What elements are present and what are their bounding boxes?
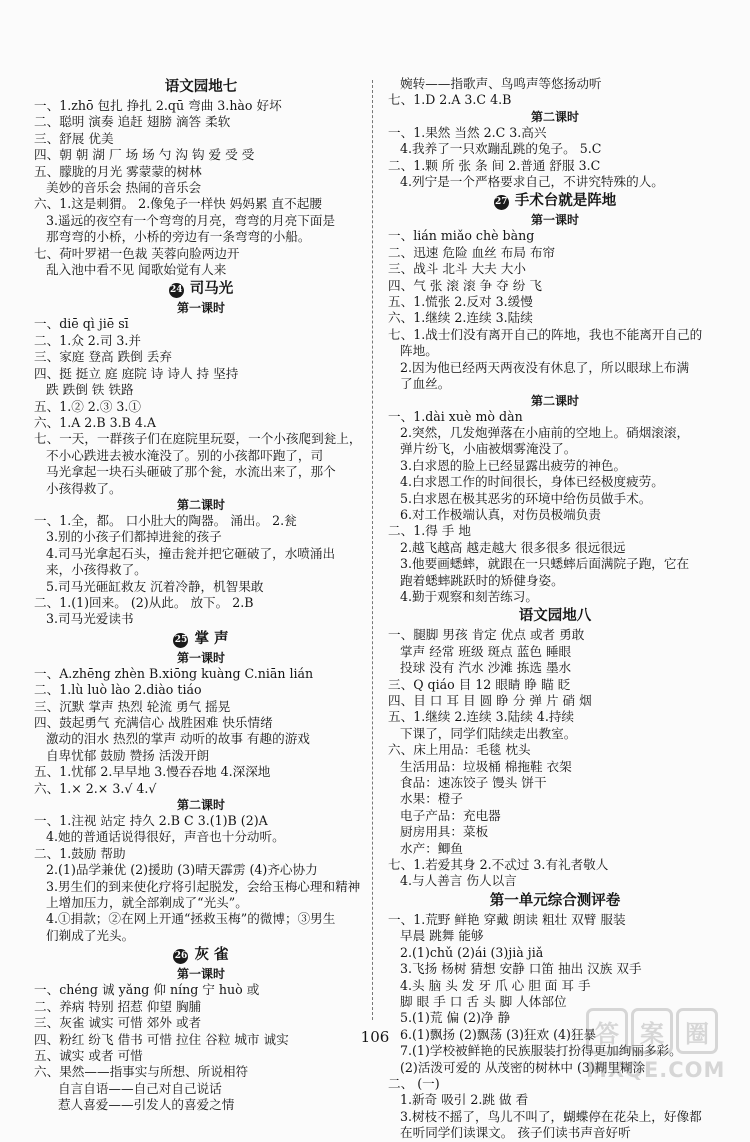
answer-line: 4.勤于观察和刻苦练习。: [400, 588, 538, 604]
lesson-title: [388, 606, 722, 626]
answer-line: 早晨 跳舞 能够: [400, 928, 484, 944]
answer-line: 二、1.鼓励 帮助: [34, 845, 126, 861]
answer-line: 生活用品：垃圾桶 棉拖鞋 衣架: [400, 758, 572, 774]
answer-line: 1.新奇 吸引 2.跳 做 看: [400, 1092, 529, 1108]
answer-line: 美妙的音乐会 热闹的音乐会: [46, 180, 202, 196]
answer-line: 小孩得救了。: [46, 480, 122, 496]
answer-line: 5.司马光砸缸救友 沉着冷静，机智果敢: [46, 578, 264, 594]
lesson-title-text: 司马光: [189, 280, 234, 298]
answer-line: 五、1.② 2.③ 3.①: [34, 398, 142, 414]
answer-line: 在听同学们读课文。 孩子们读书声音好听: [400, 1125, 631, 1141]
answer-line: 二、1.(1)回来。 (2)从此。 放下。 2.B: [34, 594, 254, 610]
answer-line: 二、迅速 危险 血丝 布局 布帘: [388, 244, 556, 260]
answer-line: 五、1.忧郁 2.早早地 3.慢吞吞地 4.深深地: [34, 764, 271, 780]
answer-line: 一、1.全，都。 口小肚大的陶器。 涌出。 2.瓮: [34, 512, 297, 528]
lesson-number-badge: 25: [173, 633, 188, 648]
lesson-number-badge: 24: [169, 283, 184, 298]
answer-line: 三、沉默 掌声 热烈 轮流 勇气 摇晃: [34, 698, 231, 714]
lesson-title: [34, 629, 368, 649]
answer-line: 来，小孩得救了。: [46, 562, 147, 578]
answer-line: 3.白求恩的脸上已经显露出疲劳的神色。: [400, 457, 627, 473]
answer-line: 四、目 口 耳 目 圆 睁 分 弹 片 硝 烟: [388, 693, 592, 708]
answer-line: 一、1.荒野 鲜艳 穿戴 朗读 粗壮 双臂 服装: [388, 911, 626, 927]
answer-line: 7.(1)学校被鲜艳的民族服装打扮得更加绚丽多彩。: [400, 1043, 682, 1059]
answer-line: 一、lián miǎo chè bàng: [388, 228, 535, 244]
answer-line: 5.(1)荒 偏 (2)净 静: [400, 1010, 511, 1026]
answer-line: 5.白求恩在极其恶劣的环境中给伤员做手术。: [400, 490, 652, 506]
answer-line: 一、chéng 诚 yǎng 仰 níng 宁 huò 或: [34, 982, 260, 998]
answer-line: 食品：速冻饺子 馒头 饼干: [400, 775, 547, 791]
answer-line: 四、气 张 滚 滚 争 夺 纷 飞: [388, 277, 542, 293]
lesson-subtitle: 第二课时: [530, 109, 579, 124]
column-divider: [372, 80, 373, 1020]
lesson-title: [388, 191, 722, 211]
answer-line: (2)活泼可爱的 从茂密的树林中 (3)糊里糊涂: [400, 1059, 646, 1075]
answer-line: 电子产品：充电器: [400, 807, 501, 823]
lesson-title-text: 灰 雀: [194, 946, 229, 964]
answer-line: 婉转——指歌声、鸟鸣声等悠扬动听: [400, 76, 602, 91]
answer-line: 3.男生们的到来使化疗将引起脱发，会给玉梅心理和精神: [46, 878, 361, 894]
answer-line: 自言自语——自己对自己说话: [58, 1080, 222, 1096]
answer-line: 2.因为他已经两天两夜没有休息了，所以眼球上布满: [400, 359, 690, 375]
answer-line: 二、1.得 手 地: [388, 523, 471, 539]
answer-line: 二、1.众 2.司 3.并: [34, 332, 142, 348]
answer-line: 五、诚实 或者 可惜: [34, 1047, 143, 1063]
lesson-subtitle: 第二课时: [176, 798, 225, 813]
answer-line: 六、1.A 2.B 3.B 4.A: [34, 414, 156, 430]
answer-line: 六、1.继续 2.连续 3.陆续: [388, 310, 533, 326]
answer-line: 二、养病 特别 招惹 仰望 胸脯: [34, 998, 202, 1014]
answer-line: 四、粉红 纷飞 借书 可惜 拉住 谷粒 城市 诚实: [34, 1031, 289, 1047]
answer-line: 水果：橙子: [400, 791, 463, 807]
answer-line: 五、1.慌张 2.反对 3.缓慢: [388, 294, 533, 310]
answer-line: 2.(1)品学兼优 (2)援助 (3)晴天霹雳 (4)齐心协力: [46, 862, 318, 878]
answer-line: 三、战斗 北斗 大夫 大小: [388, 261, 526, 277]
lesson-title: [34, 945, 368, 965]
answer-line: 3.他要画蟋蟀，就跟在一只蟋蟀后面满院子跑，它在: [400, 556, 690, 572]
answer-line: 惹人喜爱——引发人的喜爱之情: [58, 1097, 235, 1113]
answer-line: 一、1.果然 当然 2.C 3.高兴: [388, 124, 547, 140]
answer-line: 自卑忧郁 鼓励 赞扬 活泼开朗: [46, 747, 210, 763]
lesson-number-badge: 26: [173, 949, 188, 964]
answer-line: 2.越飞越高 越走越大 很多很多 很远很远: [400, 539, 626, 555]
answer-line: 七、1.若爱其身 2.不忒过 3.有礼者敬人: [388, 857, 609, 873]
answer-line: 七、1.战士们没有离开自己的阵地，我也不能离开自己的: [388, 326, 703, 342]
answer-line: 一、diē qì jiē sī: [34, 316, 129, 332]
watermark-char: 答: [586, 1008, 628, 1054]
answer-line: 6.(1)飘扬 (2)飘荡 (3)狂欢 (4)狂暴: [400, 1026, 597, 1042]
lesson-number-badge: 27: [494, 195, 509, 210]
left-column: [34, 76, 368, 1114]
answer-line: 了血丝。: [400, 376, 451, 392]
lesson-title-text: 语文园地七: [164, 78, 238, 95]
answer-line: 五、1.继续 2.连续 3.陆续 4.持续: [388, 709, 575, 725]
answer-line: 六、床上用品：毛毯 枕头: [388, 742, 531, 758]
answer-line: 掌声 经常 班级 斑点 蓝色 睡眼: [400, 643, 572, 659]
watermark-url: MXQE.COM: [586, 1058, 726, 1082]
answer-line: 马光拿起一块石头砸破了那个瓮，水流出来了，那个: [46, 464, 336, 480]
answer-line: 三、Q qiáo 目 12 眼睛 睁 瞄 眨: [388, 676, 571, 692]
lesson-title-text: 手术台就是阵地: [514, 192, 617, 210]
right-column: [388, 76, 722, 1142]
lesson-subtitle: 第一课时: [176, 967, 225, 982]
answer-line: 激动的泪水 热烈的掌声 动听的故事 有趣的游戏: [46, 731, 310, 747]
answer-line: 跑着蟋蟀跳跃时的矫健身姿。: [400, 572, 564, 588]
answer-line: 3.别的小孩子们都掉进瓮的孩子: [46, 529, 222, 545]
watermark-char: 案: [631, 1008, 673, 1054]
answer-line: 四、朝 朝 湖 厂 场 场 勺 沟 钩 爱 受 受: [34, 147, 255, 163]
answer-line: 跌 跌倒 铁 铁路: [46, 382, 134, 398]
answer-line: 4.她的普通话说得很好，声音也十分动听。: [46, 829, 285, 845]
answer-line: 二、 (一): [388, 1075, 440, 1091]
answer-line: 六、果然——指事实与所想、所说相符: [34, 1064, 249, 1080]
answer-line: 四、挺 挺立 庭 庭院 诗 诗人 持 坚持: [34, 365, 239, 381]
answer-line: 3.遥远的夜空有一个弯弯的月亮，弯弯的月亮下面是: [46, 212, 336, 228]
lesson-title: [34, 279, 368, 299]
answer-line: 六、1.× 2.× 3.√ 4.√: [34, 780, 157, 796]
answer-line: 3.树枝不摇了，鸟儿不叫了，蝴蝶停在花朵上，好像都: [400, 1108, 702, 1124]
answer-line: 4.白求恩工作的时间很长，身体已经极度疲劳。: [400, 474, 664, 490]
watermark-char: 圈: [676, 1008, 718, 1054]
answer-line: 一、1.dài xuè mò dàn: [388, 408, 523, 424]
lesson-subtitle: 第二课时: [176, 497, 225, 512]
answer-line: 六、1.这是刺猬。 2.像兔子一样快 妈妈累 直不起腰: [34, 196, 322, 212]
answer-line: 二、1.颗 所 张 条 间 2.普通 舒服 3.C: [388, 157, 601, 173]
answer-line: 4.①捐款；②在网上开通“拯救玉梅”的微博；③男生: [46, 911, 336, 927]
watermark-logo: [586, 1008, 742, 1090]
answer-line: 4.司马光拿起石头，撞击瓮并把它砸破了，水喷涌出: [46, 545, 336, 561]
answer-line: 三、家庭 登高 跌倒 丢弃: [34, 349, 172, 365]
lesson-subtitle: 第一课时: [176, 650, 225, 665]
lesson-title-text: 掌 声: [194, 629, 229, 647]
answer-line: 七、荷叶罗裙一色裁 芙蓉向脸两边开: [34, 245, 240, 261]
answer-line: 弹片纷飞，小庙被烟雾淹没了。: [400, 441, 577, 457]
answer-line: 二、1.lù luò lào 2.diào tiáo: [34, 682, 202, 698]
answer-line: 一、A.zhēng zhèn B.xiōng kuàng C.niān lián: [34, 665, 314, 681]
answer-line: 乱入池中看不见 闻歌始觉有人来: [46, 262, 227, 278]
answer-line: 阵地。: [400, 343, 438, 359]
lesson-title: [34, 77, 368, 97]
lesson-subtitle: 第二课时: [530, 393, 579, 408]
lesson-title-text: 语文园地八: [518, 607, 592, 625]
page-number: 106: [360, 1028, 390, 1046]
answer-line: 七、一天，一群孩子们在庭院里玩耍，一个小孩爬到瓮上，: [34, 431, 362, 447]
answer-line: 不小心跌进去被水淹没了。别的小孩都吓跑了，司: [46, 447, 324, 463]
lesson-title-text: 第一单元综合测评卷: [489, 891, 621, 909]
answer-line: 2.(1)chǔ (2)ái (3)jià jiǎ: [400, 944, 544, 960]
answer-line: 三、灰雀 诚实 可惜 郊外 或者: [34, 1015, 202, 1031]
answer-line: 4.列宁是一个严格要求自己，不讲究特殊的人。: [400, 174, 664, 190]
lesson-subtitle: 第一课时: [530, 213, 579, 228]
answer-line: 水产：鲫鱼: [400, 840, 463, 856]
answer-line: 6.对工作极端认真，对伤员极端负责: [400, 506, 601, 522]
answer-line: 上增加压力，就全部剃成了“光头”。: [46, 895, 248, 911]
answer-line: 4.我养了一只欢蹦乱跳的兔子。 5.C: [400, 141, 602, 157]
answer-line: 投球 没有 汽水 沙滩 拣选 墨水: [400, 660, 572, 676]
answer-line: 2.突然，几发炮弹落在小庙前的空地上。硝烟滚滚，: [400, 424, 690, 440]
answer-line: 一、腿脚 男孩 肯定 优点 或者 勇敢: [388, 627, 585, 643]
answer-line: 们剃成了光头。: [46, 927, 135, 943]
answer-line: 三、舒展 优美: [34, 130, 114, 146]
answer-line: 一、1.zhō 包扎 挣扎 2.qū 弯曲 3.hào 好坏: [34, 98, 282, 113]
answer-line: 4.与人善言 伤人以言: [400, 873, 517, 889]
lesson-subtitle: 第一课时: [176, 301, 225, 316]
answer-line: 下课了，同学们陆续走出教室。: [400, 725, 577, 741]
answer-line: 厨房用具：菜板: [400, 824, 489, 840]
answer-line: 4.头 脑 头 发 牙 爪 心 胆 面 耳 手: [400, 977, 591, 993]
answer-line: 七、1.D 2.A 3.C 4.B: [388, 92, 512, 108]
answer-line: 那弯弯的小桥，小桥的旁边有一条弯弯的小船。: [46, 229, 311, 245]
answer-line: 一、1.注视 站定 持久 2.B C 3.(1)B (2)A: [34, 813, 268, 829]
answer-line: 二、聪明 演奏 追赶 翅膀 滴答 柔软: [34, 114, 231, 130]
lesson-title: [388, 891, 722, 911]
answer-line: 五、朦胧的月光 雾蒙蒙的树林: [34, 163, 202, 179]
answer-line: 四、鼓起勇气 充满信心 战胜困难 快乐情绪: [34, 715, 273, 730]
answer-line: 脚 眼 手 口 舌 头 脚 人体部位: [400, 993, 567, 1009]
answer-line: 3.司马光爱读书: [46, 611, 134, 627]
answer-line: 3.飞扬 杨树 猜想 安静 口笛 抽出 汉族 双手: [400, 961, 642, 977]
